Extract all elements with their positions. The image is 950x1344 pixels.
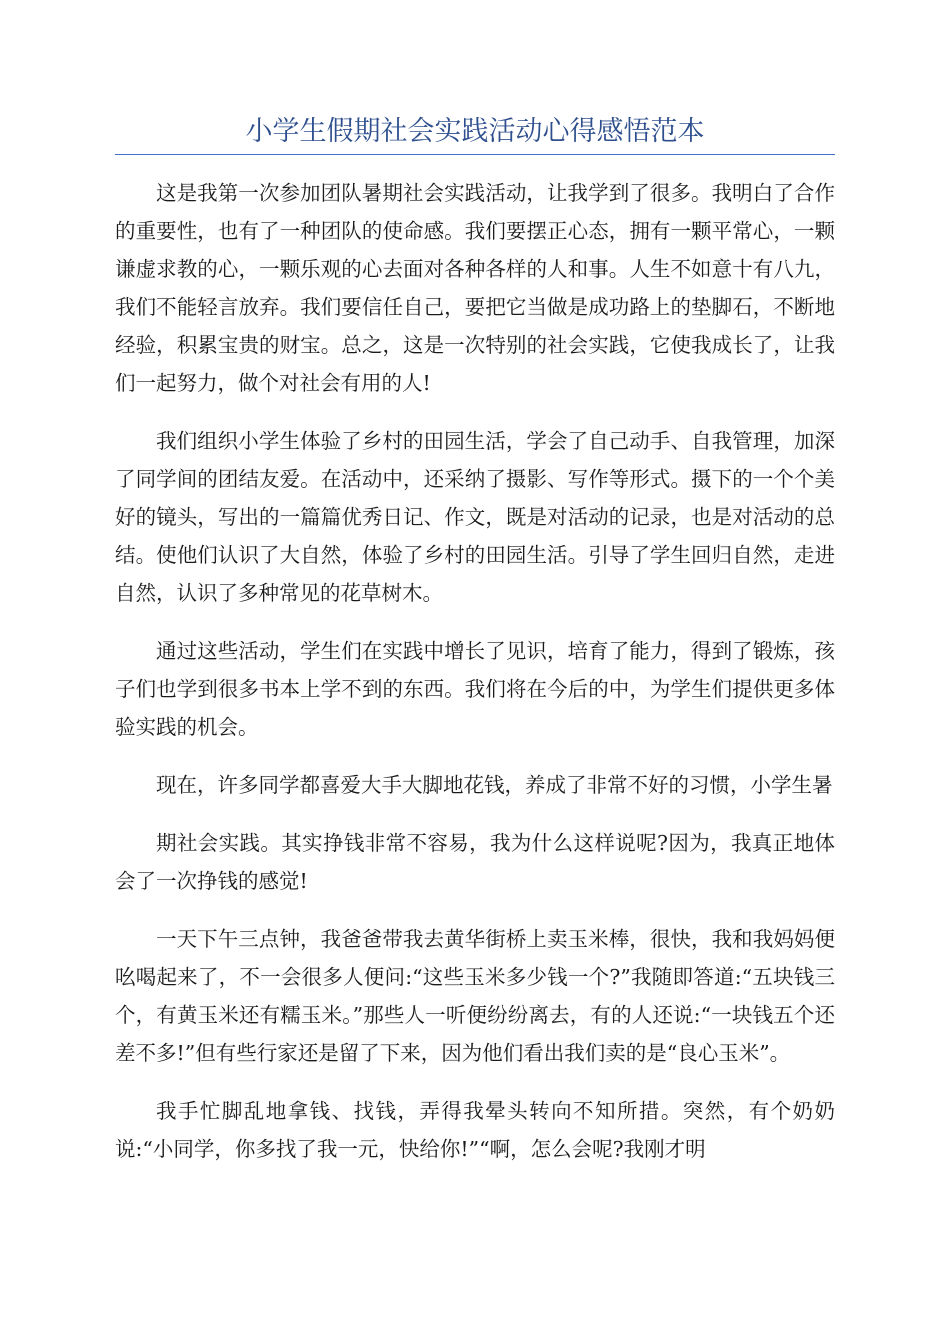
document-title: 小学生假期社会实践活动心得感悟范本	[245, 116, 705, 147]
paragraph: 现在，许多同学都喜爱大手大脚地花钱，养成了非常不好的习惯，小学生暑	[156, 773, 833, 797]
document-body	[115, 174, 835, 1188]
paragraph: 我们组织小学生体验了乡村的田园生活，学会了自己动手、自我管理，加深了同学间的团结友爱。在活动中，还采纳了摄影、写作等形式。摄下的一个个美好的镜头，写出的一篇篇优秀日记、作文，既是对活动的记录，也是对活动的总结。使他们认识了大自然，体验了乡村的田园生活。引导了学生回归自然，走进自然，认识了多种常见的花草树木。	[115, 429, 835, 605]
paragraph: 通过这些活动，学生们在实践中增长了见识，培育了能力，得到了锻炼，孩子们也学到很多书本上学不到的东西。我们将在今后的中，为学生们提供更多体验实践的机会。	[115, 639, 835, 739]
paragraph: 这是我第一次参加团队暑期社会实践活动，让我学到了很多。我明白了合作的重要性，也有了一种团队的使命感。我们要摆正心态，拥有一颗平常心，一颗谦虚求教的心，一颗乐观的心去面对各种各样的人和事。人生不如意十有八九，我们不能轻言放弃。我们要信任自己，要把它当做是成功路上的垫脚石，不断地经验，积累宝贵的财宝。总之，这是一次特别的社会实践，它使我成长了，让我们一起努力，做个对社会有用的人!	[115, 181, 835, 395]
paragraph: 期社会实践。其实挣钱非常不容易，我为什么这样说呢?因为，我真正地体会了一次挣钱的感觉!	[115, 831, 835, 893]
title-underline	[115, 154, 835, 155]
paragraph: 一天下午三点钟，我爸爸带我去黄华街桥上卖玉米棒，很快，我和我妈妈便吆喝起来了，不一会很多人便问:“这些玉米多少钱一个?”我随即答道:“五块钱三个，有黄玉米还有糯玉米。”那些人一听便纷纷离去，有的人还说:“一块钱五个还差不多!”但有些行家还是留了下来，因为他们看出我们卖的是“良心玉米”。	[115, 927, 835, 1065]
paragraph: 我手忙脚乱地拿钱、找钱，弄得我晕头转向不知所措。突然，有个奶奶说:“小同学，你多找了我一元，快给你!”“啊，怎么会呢?我刚才明	[115, 1099, 835, 1161]
